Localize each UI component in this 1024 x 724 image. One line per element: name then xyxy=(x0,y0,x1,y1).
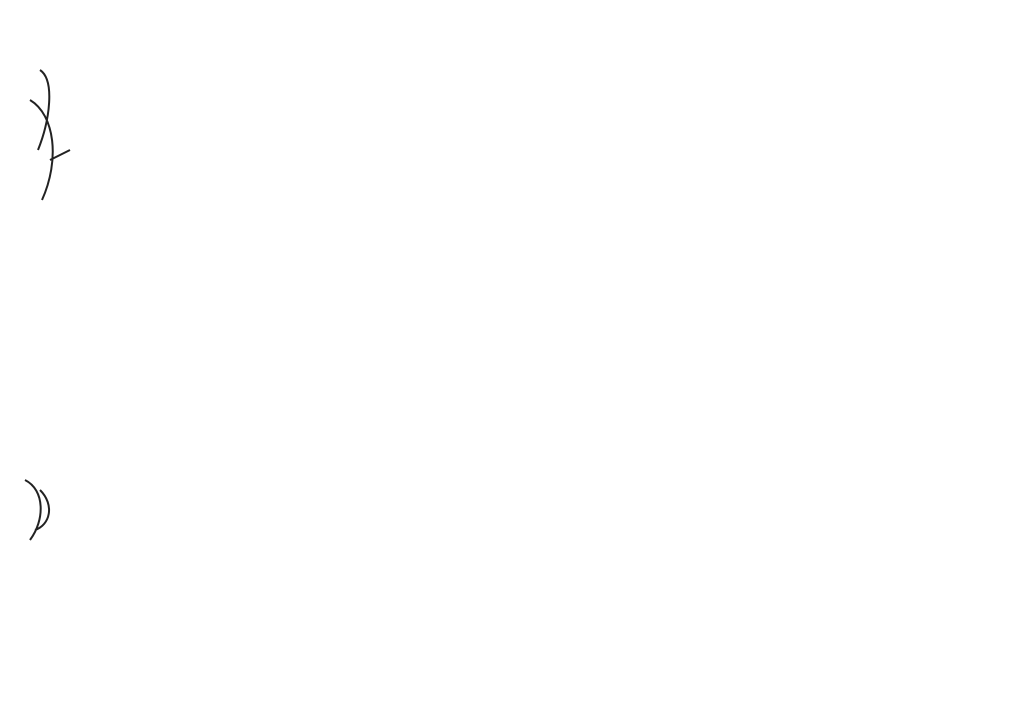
rotated-document xyxy=(0,1,1024,724)
